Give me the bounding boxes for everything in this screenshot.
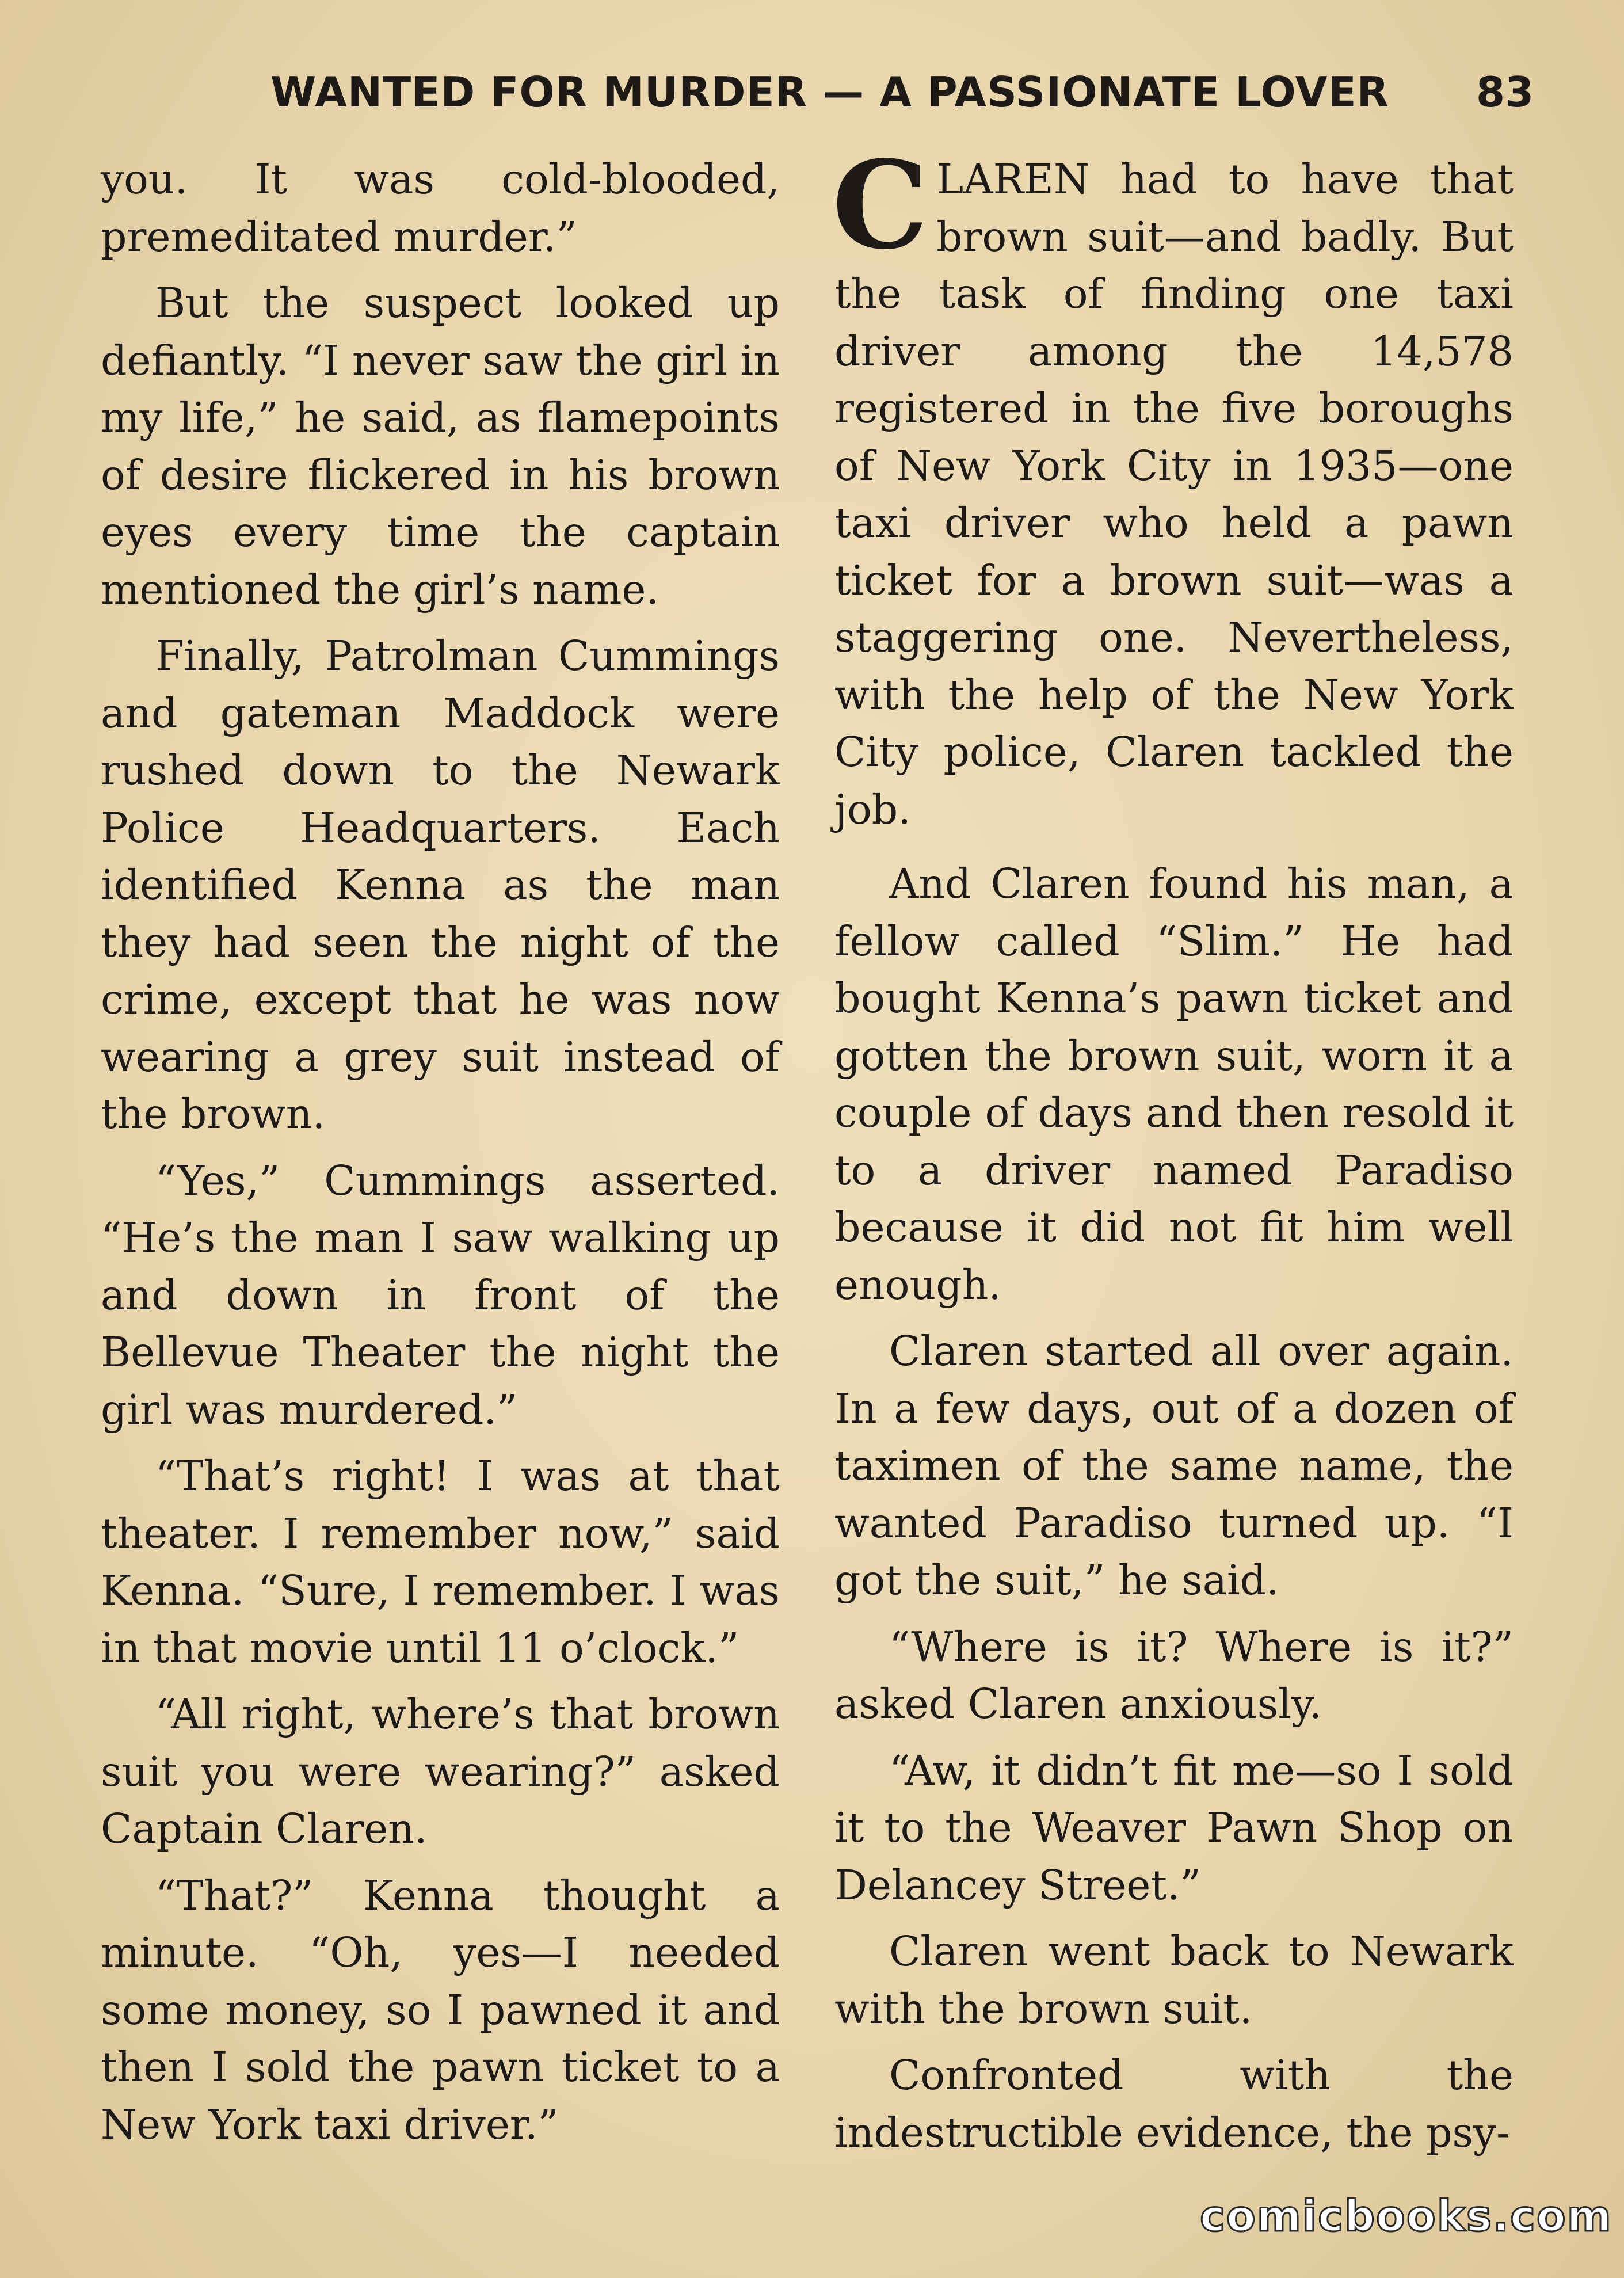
paragraph: Confronted with the indestructible evidence, the psy- [834,2051,1514,2157]
paragraph: Claren started all over again. In a few days, out of a dozen of taximen of the same name, the wanted Paradiso turned up. “I got the suit,” he said. [834,1327,1514,1604]
paragraph: “Where is it? Where is it?” asked Claren anxiously. [834,1622,1514,1728]
paragraph: Finally, Patrolman Cummings and gateman Maddock were rushed down to the Newark Police Headquarters. Each identified Kenna as the man they had seen the night of the crime, except that he was now wearing a grey suit instead of the brown. [101,632,780,1138]
paragraph: “Yes,” Cummings asserted. “He’s the man I saw walking up and down in front of the Bellevue Theater the night the girl was murdered.” [101,1156,780,1434]
paragraph: “That?” Kenna thought a minute. “Oh, yes—I needed some money, so I pawned it and then I sold the pawn ticket to a New York taxi driver.” [101,1871,780,2149]
watermark: comicbooks.com [1200,2192,1612,2241]
paragraph: you. It was cold-blooded, premeditated murder.” [101,155,780,261]
paragraph: “Aw, it didn’t fit me—so I sold it to the Weaver Pawn Shop on Delancey Street.” [834,1746,1514,1909]
left-column [101,151,780,2162]
right-column [832,134,1514,2170]
page-number: 83 [1476,68,1534,116]
paragraph: And Claren found his man, a fellow called “Slim.” He had bought Kenna’s pawn ticket and gotten the brown suit, worn it a couple of days and then resold it to a driver named Paradiso because it did not fit him well enough. [834,860,1514,1309]
paragraph: But the suspect looked up defiantly. “I never saw the girl in my life,” he said, as flamepoints of desire flickered in his brown eyes every time the captain mentioned the girl’s name. [101,279,780,614]
running-head: WANTED FOR MURDER — A PASSIONATE LOVER [270,68,1390,116]
section-opening-paragraph [832,134,1514,838]
drop-cap: C [832,134,929,276]
paragraph: Claren went back to Newark with the brown suit. [834,1927,1514,2033]
opening-text: LAREN had to have that brown suit—and badly. But the task of finding one taxi driver among the 14,578 registered in the five boroughs of New York City in 1935—one taxi driver who held a pawn ticket for a brown suit—was a staggering one. Nevertheless, with the help of the New York City police, Claren tackled the job. [834,155,1514,833]
paragraph: “That’s right! I was at that theater. I remember now,” said Kenna. “Sure, I remember. I was in that movie until 11 o’clock.” [101,1452,780,1672]
paragraph: “All right, where’s that brown suit you were wearing?” asked Captain Claren. [101,1690,780,1853]
